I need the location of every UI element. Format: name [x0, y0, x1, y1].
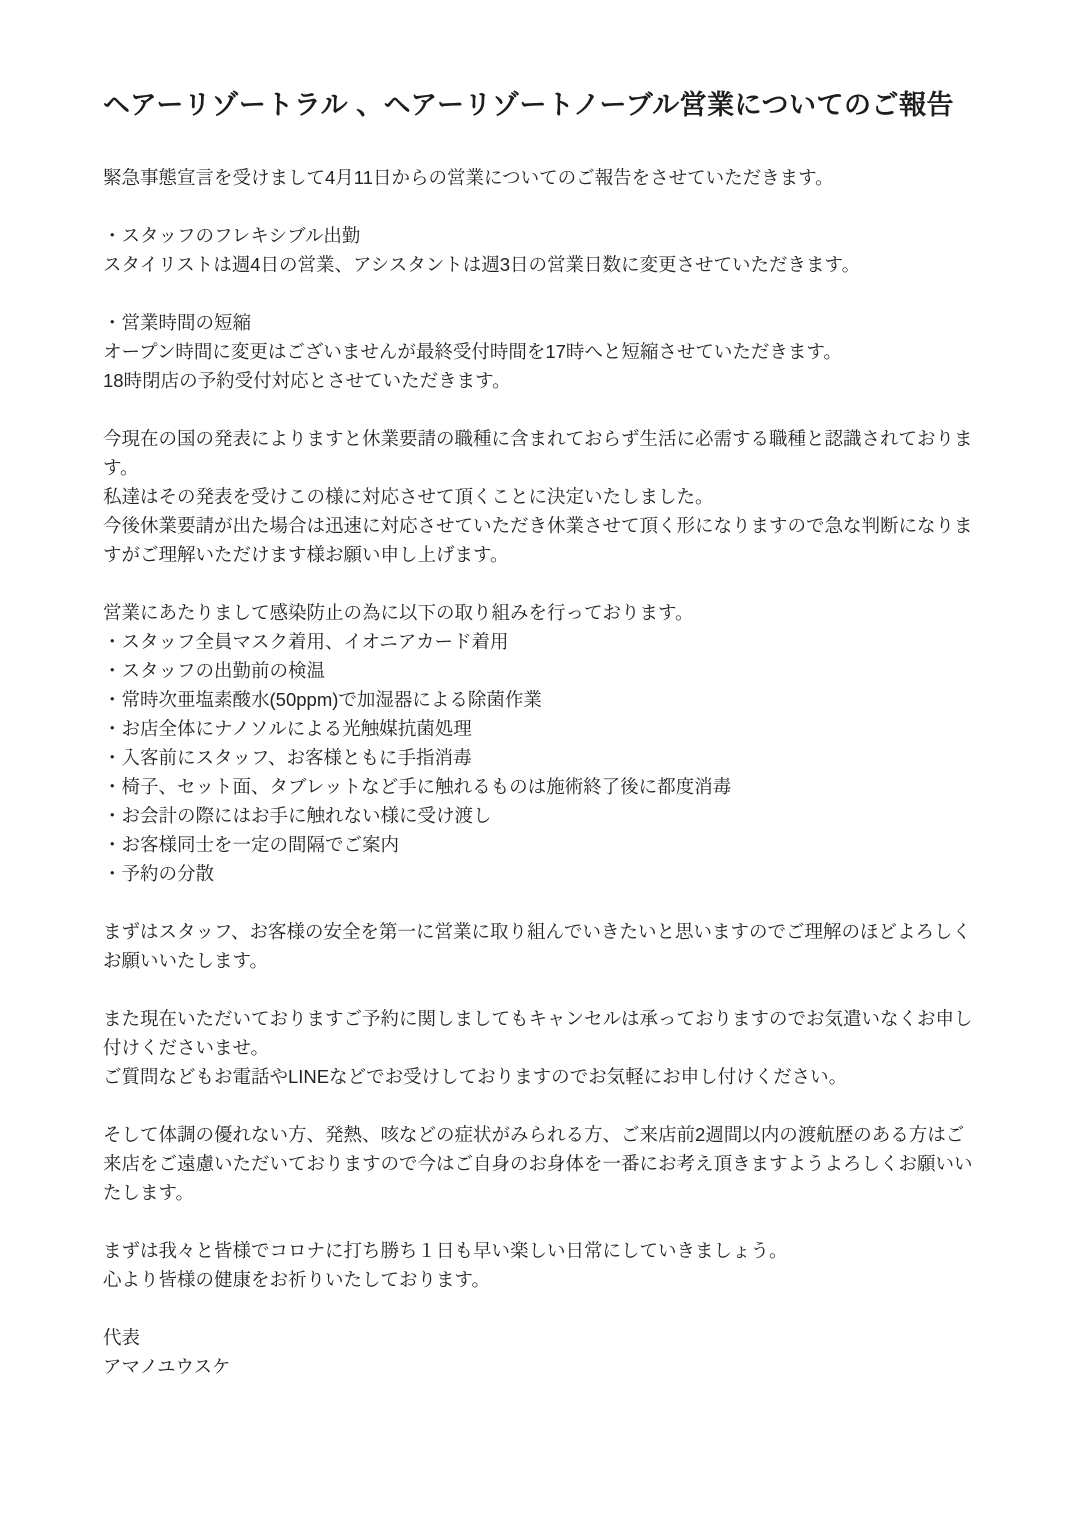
text-line: まずは我々と皆様でコロナに打ち勝ち１日も早い楽しい日常にしていきましょう。 — [103, 1240, 788, 1262]
text-line: ・予約の分散 — [103, 863, 215, 885]
text-line: 18時閉店の予約受付対応とさせていただきます。 — [103, 370, 511, 392]
text-line: まずはスタッフ、お客様の安全を第一に営業に取り組んでいきたいと思いますのでご理解のほどよろしくお願いいたします。 — [103, 921, 972, 972]
text-line: ・営業時間の短縮 — [103, 312, 252, 334]
text-line: ・お会計の際にはお手に触れない様に受け渡し — [103, 805, 492, 827]
paragraph — [103, 917, 976, 975]
text-line: 今後休業要請が出た場合は迅速に対応させていただき休業させて頂く形になりますので急な判断になりますがご理解いただけます様お願い申し上げます。 — [103, 515, 973, 566]
text-line: オープン時間に変更はございませんが最終受付時間を17時へと短縮させていただきます。 — [103, 341, 842, 363]
text-line: ・お客様同士を一定の間隔でご案内 — [103, 834, 400, 856]
text-line: ご質問などもお電話やLINEなどでお受けしておりますのでお気軽にお申し付けください。 — [103, 1066, 848, 1088]
paragraph — [103, 221, 976, 279]
paragraph — [103, 1004, 976, 1091]
text-line: 代表 — [103, 1327, 141, 1349]
text-line: 心より皆様の健康をお祈りいたしております。 — [103, 1269, 491, 1291]
page-title: ヘアーリゾートラル 、ヘアーリゾートノーブル営業についてのご報告 — [103, 90, 955, 120]
text-line: ・常時次亜塩素酸水(50ppm)で加湿器による除菌作業 — [103, 689, 542, 711]
text-line: 今現在の国の発表によりますと休業要請の職種に含まれておらず生活に必需する職種と認識されております。 — [103, 428, 973, 479]
paragraph — [103, 308, 976, 395]
paragraph — [103, 1323, 976, 1381]
text-line: ・スタッフの出勤前の検温 — [103, 660, 326, 682]
text-line: 私達はその発表を受けこの様に対応させて頂くことに決定いたしました。 — [103, 486, 714, 508]
document-body — [103, 163, 976, 1381]
text-line: ・スタッフのフレキシブル出勤 — [103, 225, 361, 247]
text-line: 営業にあたりまして感染防止の為に以下の取り組みを行っております。 — [103, 602, 694, 624]
paragraph — [103, 163, 976, 192]
text-line: 緊急事態宣言を受けまして4月11日からの営業についてのご報告をさせていただきます。 — [103, 167, 834, 189]
text-line: アマノユウスケ — [103, 1356, 231, 1378]
text-line: そして体調の優れない方、発熱、咳などの症状がみられる方、ご来店前2週間以内の渡航歴のある方はご来店をご遠慮いただいておりますので今はご自身のお身体を一番にお考え頂きますようよろしくお願いいたします。 — [103, 1124, 973, 1204]
paragraph — [103, 598, 976, 888]
text-line: ・お店全体にナノソルによる光触媒抗菌処理 — [103, 718, 472, 740]
paragraph — [103, 1120, 976, 1207]
text-line: ・入客前にスタッフ、お客様ともに手指消毒 — [103, 747, 472, 769]
text-line: また現在いただいておりますご予約に関しましてもキャンセルは承っておりますのでお気遣いなくお申し付けくださいませ。 — [103, 1008, 973, 1059]
text-line: スタイリストは週4日の営業、アシスタントは週3日の営業日数に変更させていただきます。 — [103, 254, 861, 276]
text-line: ・椅子、セット面、タブレットなど手に触れるものは施術終了後に都度消毒 — [103, 776, 732, 798]
paragraph — [103, 1236, 976, 1294]
text-line: ・スタッフ全員マスク着用、イオニアカード着用 — [103, 631, 509, 653]
paragraph — [103, 424, 976, 569]
